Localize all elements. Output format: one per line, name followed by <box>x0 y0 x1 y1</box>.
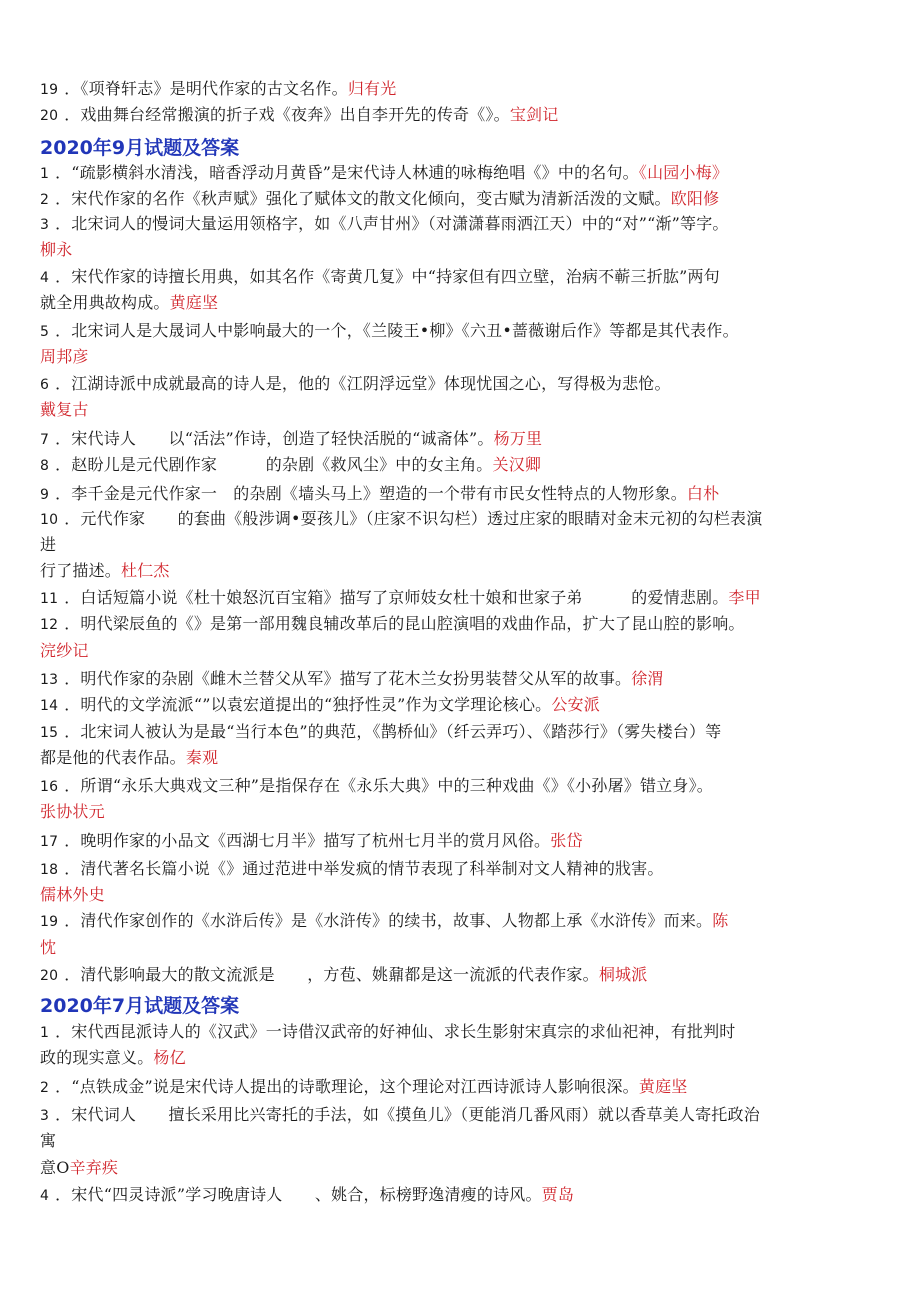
question-number: 11 <box>40 591 59 607</box>
question-line <box>40 211 729 237</box>
question-number: 10 <box>40 512 59 528</box>
question-text: ．“疏影横斜水清浅，暗香浮动月黄昏”是宋代诗人林逋的咏梅绝唱《》中的名句。 <box>55 163 639 182</box>
answer-text: 杨万里 <box>493 429 543 448</box>
question-number: 18 <box>40 862 59 878</box>
question-number: 17 <box>40 834 59 850</box>
answer-text: 张协状元 <box>40 802 105 821</box>
question-text: 就全用典故构成。 <box>40 293 170 312</box>
question-number: 12 <box>40 617 59 633</box>
question-line <box>40 638 89 664</box>
question-text: ．清代影响最大的散文流派是 ，方苞、姚鼐都是这一流派的代表作家。 <box>64 965 599 984</box>
question-number: 15 <box>40 725 59 741</box>
question-line <box>40 1155 118 1181</box>
question-line <box>40 506 762 532</box>
question-text: ．宋代“四灵诗派”学习晚唐诗人 、姚合，标榜野逸清瘦的诗风。 <box>55 1185 542 1204</box>
question-text: ．宋代西昆派诗人的《汉武》一诗借汉武帝的好神仙、求长生影射宋真宗的求仙祀神，有批判时 <box>55 1022 736 1041</box>
question-text: 意O <box>40 1158 70 1177</box>
question-number: 6 <box>40 377 50 393</box>
question-line <box>40 611 745 637</box>
question-text: ．宋代诗人 以“活法”作诗，创造了轻快活脱的“诚斋体”。 <box>55 429 494 448</box>
question-text: ．清代著名长篇小说《》通过范进中举发疯的情节表现了科举制对文人精神的戕害。 <box>64 859 664 878</box>
question-text: ．北宋词人是大晟词人中影响最大的一个，《兰陵王•柳》《六丑•蔷薇谢后作》等都是其代表作。 <box>55 321 739 340</box>
question-text: ．李千金是元代作家一 的杂剧《墙头马上》塑造的一个带有市民女性特点的人物形象。 <box>55 484 687 503</box>
question-text: ．赵盼儿是元代剧作家 的杂剧《救风尘》中的女主角。 <box>55 455 493 474</box>
question-line <box>40 935 56 961</box>
question-number: 1 <box>40 166 50 182</box>
question-text: 寓 <box>40 1131 57 1150</box>
question-number: 4 <box>40 270 50 286</box>
answer-text: 儒林外史 <box>40 885 105 904</box>
question-number: 13 <box>40 672 59 688</box>
question-line <box>40 102 558 128</box>
answer-text: 柳永 <box>40 240 73 259</box>
question-line <box>40 745 218 771</box>
question-line <box>40 426 542 452</box>
question-line <box>40 773 713 799</box>
question-text: 行了描述。 <box>40 561 122 580</box>
answer-text: 公安派 <box>551 695 600 714</box>
answer-text: 忱 <box>40 938 57 957</box>
answer-text: 秦观 <box>185 748 219 767</box>
question-line <box>40 828 583 854</box>
question-line <box>40 1128 56 1154</box>
question-line <box>40 719 721 745</box>
question-text: ．北宋词人的慢词大量运用领格字，如《八声甘州》（对潇潇暮雨洒江天）中的“对”“渐”等字。 <box>55 214 729 233</box>
question-text: ．北宋词人被认为是最“当行本色”的典范，《鹊桥仙》（纤云弄巧）、《踏莎行》（雾失楼台）等 <box>64 722 722 741</box>
question-text: 政的现实意义。 <box>40 1048 154 1067</box>
question-line <box>40 264 720 290</box>
question-line <box>40 397 89 423</box>
answer-text: 宝剑记 <box>509 105 559 124</box>
answer-text: 杜仁杰 <box>121 561 170 580</box>
answer-text: 周邦彦 <box>40 347 89 366</box>
question-text: ．晚明作家的小品文《西湖七月半》描写了杭州七月半的赏月风俗。 <box>64 831 551 850</box>
question-line <box>40 558 170 584</box>
question-line <box>40 1019 736 1045</box>
question-text: 进 <box>40 535 57 554</box>
answer-text: 贾岛 <box>541 1185 575 1204</box>
question-number: 3 <box>40 1108 50 1124</box>
answer-text: 黄庭坚 <box>169 293 219 312</box>
question-line <box>40 908 728 934</box>
question-line <box>40 666 664 692</box>
question-line <box>40 1074 687 1100</box>
question-number: 3 <box>40 217 50 233</box>
answer-text: 关汉卿 <box>492 455 542 474</box>
question-text: ．清代作家创作的《水浒后传》是《水浒传》的续书，故事、人物都上承《水浒传》而来。 <box>64 911 713 930</box>
question-text: ．江湖诗派中成就最高的诗人是，他的《江阴浮远堂》体现忧国之心，写得极为悲怆。 <box>55 374 671 393</box>
answer-text: 归有光 <box>347 79 397 98</box>
question-text: ．宋代词人 擅长采用比兴寄托的手法，如《摸鱼儿》（更能消几番风雨）就以香草美人寄托政治 <box>55 1105 760 1124</box>
question-number: 20 <box>40 968 59 984</box>
answer-text: 白朴 <box>686 484 720 503</box>
section-heading: 2020年7月试题及答案 <box>40 995 240 1017</box>
question-line <box>40 452 541 478</box>
question-line <box>40 344 89 370</box>
answer-text: 辛弃疾 <box>69 1158 119 1177</box>
answer-text: 张岱 <box>550 831 583 850</box>
question-number: 5 <box>40 324 50 340</box>
question-line <box>40 799 105 825</box>
question-line <box>40 160 728 186</box>
answer-text: 杨亿 <box>153 1048 186 1067</box>
question-line <box>40 237 72 263</box>
answer-text: 《山园小梅》 <box>638 163 729 182</box>
question-text: ．白话短篇小说《杜十娘怒沉百宝箱》描写了京师妓女杜十娘和世家子弟 的爱情悲剧。 <box>64 588 729 607</box>
question-text: 都是他的代表作品。 <box>40 748 186 767</box>
question-number: 2 <box>40 1080 50 1096</box>
question-text: ．明代作家的杂剧《雌木兰替父从军》描写了花木兰女扮男装替父从军的故事。 <box>64 669 632 688</box>
answer-text: 浣纱记 <box>40 641 89 660</box>
question-text: ．元代作家 的套曲《般涉调•耍孩儿》（庄家不识勾栏）透过庄家的眼睛对金末元初的勾栏表演 <box>64 509 763 528</box>
question-line <box>40 481 719 507</box>
question-number: 1 <box>40 1025 50 1041</box>
question-line <box>40 318 739 344</box>
question-number: 7 <box>40 432 50 448</box>
answer-text: 戴复古 <box>40 400 89 419</box>
question-line <box>40 371 671 397</box>
question-number: 19 <box>40 914 59 930</box>
question-line <box>40 1102 760 1128</box>
question-number: 19 <box>40 82 59 98</box>
question-text: ．宋代作家的诗擅长用典，如其名作《寄黄几复》中“持家但有四立壁，治病不蕲三折肱”两句 <box>55 267 720 286</box>
question-line <box>40 290 218 316</box>
question-line <box>40 1182 574 1208</box>
question-number: 9 <box>40 487 50 503</box>
question-number: 20 <box>40 108 59 124</box>
question-text: ．宋代作家的名作《秋声赋》强化了赋体文的散文化倾向，变古赋为清新活泼的文赋。 <box>55 189 671 208</box>
answer-text: 欧阳修 <box>670 189 720 208</box>
section-heading: 2020年9月试题及答案 <box>40 137 240 159</box>
question-text: ．明代梁辰鱼的《》是第一部用魏良辅改革后的昆山腔演唱的戏曲作品，扩大了昆山腔的影响。 <box>64 614 745 633</box>
question-line <box>40 692 600 718</box>
question-line <box>40 1045 186 1071</box>
answer-text: 陈 <box>712 911 729 930</box>
question-number: 16 <box>40 779 59 795</box>
question-number: 14 <box>40 698 59 714</box>
question-line <box>40 882 105 908</box>
question-line <box>40 532 56 558</box>
answer-text: 徐渭 <box>631 669 664 688</box>
question-text: ．“点铁成金”说是宋代诗人提出的诗歌理论，这个理论对江西诗派诗人影响很深。 <box>55 1077 639 1096</box>
question-line <box>40 186 719 212</box>
question-number: 4 <box>40 1188 50 1204</box>
answer-text: 桐城派 <box>598 965 648 984</box>
question-line <box>40 856 664 882</box>
question-text: ．《项脊轩志》是明代作家的古文名作。 <box>64 79 348 98</box>
question-text: ．所谓“永乐大典戏文三种”是指保存在《永乐大典》中的三种戏曲《》《小孙屠》错立身》。 <box>64 776 713 795</box>
question-text: ．明代的文学流派“”以袁宏道提出的“独抒性灵”作为文学理论核心。 <box>64 695 552 714</box>
question-number: 2 <box>40 192 50 208</box>
question-line <box>40 962 647 988</box>
question-line <box>40 76 396 102</box>
question-line <box>40 585 761 611</box>
question-text: ．戏曲舞台经常搬演的折子戏《夜奔》出自李开先的传奇《》。 <box>64 105 510 124</box>
answer-text: 李甲 <box>728 588 761 607</box>
answer-text: 黄庭坚 <box>638 1077 688 1096</box>
question-number: 8 <box>40 458 50 474</box>
